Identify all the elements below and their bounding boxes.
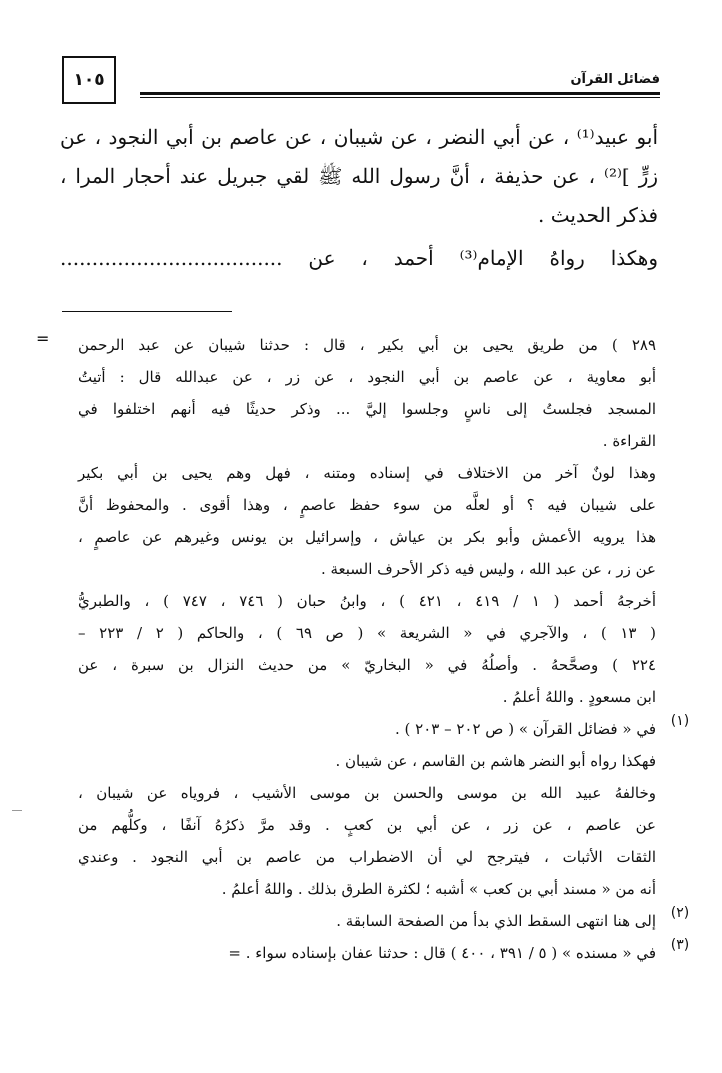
footnote-line: أبو معاوية ، عن عاصم بن أبي النجود ، عن زر ، عن عبدالله قال : أتيتُ (78, 368, 656, 386)
main-line: زرٍّ ]⁽²⁾ ، عن حذيفة ، أنَّ رسول الله ﷺ لقي جبريل عند أحجار المرا ، (60, 164, 659, 188)
main-line: فذكر الحديث . (538, 203, 658, 227)
footnote-line: هذا يرويه الأعمش وأبو بكر بن عياش ، وإسرائيل بن يونس وغيرهم عن عاصمٍ ، (78, 528, 656, 546)
footnote-line: عن عاصم ، عن زر ، عن أبي بن كعبٍ . وقد مرَّ ذكرُهُ آنفًا ، وكلُّهم من (78, 816, 656, 834)
footnote-line: فهكذا رواه أبو النضر هاشم بن القاسم ، عن شيبان . (335, 752, 656, 770)
footnote-line: ٢٨٩ ) من طريق يحيى بن أبي بكير ، قال : حدثنا شيبان عن عبد الرحمن (78, 336, 656, 354)
page-number: ١٠٥ (73, 70, 105, 90)
footnote-2 (78, 905, 690, 937)
footnote-line: ابن مسعودٍ . واللهُ أعلمُ . (502, 688, 656, 706)
page-number-box (62, 56, 116, 104)
footnote-line: وخالفهُ عبيد الله بن موسى والحسن بن موسى الأشيب ، فروياه عن شيبان ، (78, 784, 656, 802)
footnote-line: في « فضائل القرآن » ( ص ٢٠٢ – ٢٠٣ ) . (394, 720, 656, 738)
footnote-line: على شيبان فيه ؟ أو لعلَّه من سوء حفظ عاصمٍ ، وهذا أقوى . والمحفوظ أنَّ (78, 496, 656, 514)
footnote-label: (٢) (670, 905, 690, 921)
footnote-3 (78, 937, 690, 969)
footnote-line: إلى هنا انتهى السقط الذي بدأ من الصفحة السابقة . (336, 912, 656, 930)
footnote-line: المسجد فجلستُ إلى ناسٍ وجلسوا إليَّ ... وذكر حديثًا فيه أنهم اختلفوا في (78, 400, 656, 418)
main-text (60, 118, 658, 278)
footnote-line: القراءة . (602, 432, 656, 450)
footnote-line: ( ١٣ ) ، والآجري في « الشريعة » ( ص ٦٩ ) ، والحاكم ( ٢ / ٢٢٣ – (78, 624, 656, 642)
margin-mark (12, 810, 22, 811)
footnote-line: ٢٢٤ ) وصحَّحهُ . وأصلُهُ في « البخاريّ » من حديث النزال بن سبرة ، عن (78, 656, 656, 674)
running-title: فضائل القرآن (570, 72, 660, 87)
header-rule-thin (140, 97, 660, 98)
footnote-line: أخرجهُ أحمد ( ١ / ٤١٩ ، ٤٢١ ) ، وابنُ حبان ( ٧٤٦ ، ٧٤٧ ) ، والطبريُّ (78, 592, 656, 610)
main-line: أبو عبيد⁽¹⁾ ، عن أبي النضر ، عن شيبان ، عن عاصم بن أبي النجود ، عن (60, 125, 658, 149)
footnote-1 (78, 713, 690, 905)
footnote-label: (١) (670, 713, 690, 729)
footnote-line: الثقات الأثبات ، فيترجح لي أن الاضطراب من عاصم بن أبي النجود . وعندي (78, 848, 656, 866)
footnote-label: (٣) (670, 937, 690, 953)
footnote-continuation (36, 329, 656, 713)
footnote-line: أنه من « مسند أبي بن كعب » أشبه ؛ لكثرة الطرق بذلك . واللهُ أعلمُ . (221, 880, 656, 898)
footnote-line: في « مسنده » ( ٥ / ٣٩١ ، ٤٠٠ ) قال : حدثنا عفان بإسناده سواء . = (228, 944, 656, 962)
main-line: وهكذا رواهُ الإمام⁽³⁾ أحمد ، عن ................................... (60, 246, 658, 270)
footnote-separator (62, 311, 232, 312)
footnotes (36, 329, 690, 969)
header-rule-thick (140, 92, 660, 95)
continued-mark: = (36, 329, 50, 348)
footnote-line: عن زر ، عن عبد الله ، وليس فيه ذكر الأحرف السبعة . (320, 560, 656, 578)
footnote-line: وهذا لونٌ آخر من الاختلاف في إسناده ومتنه ، فهل وهم يحيى بن أبي بكير (78, 464, 656, 482)
